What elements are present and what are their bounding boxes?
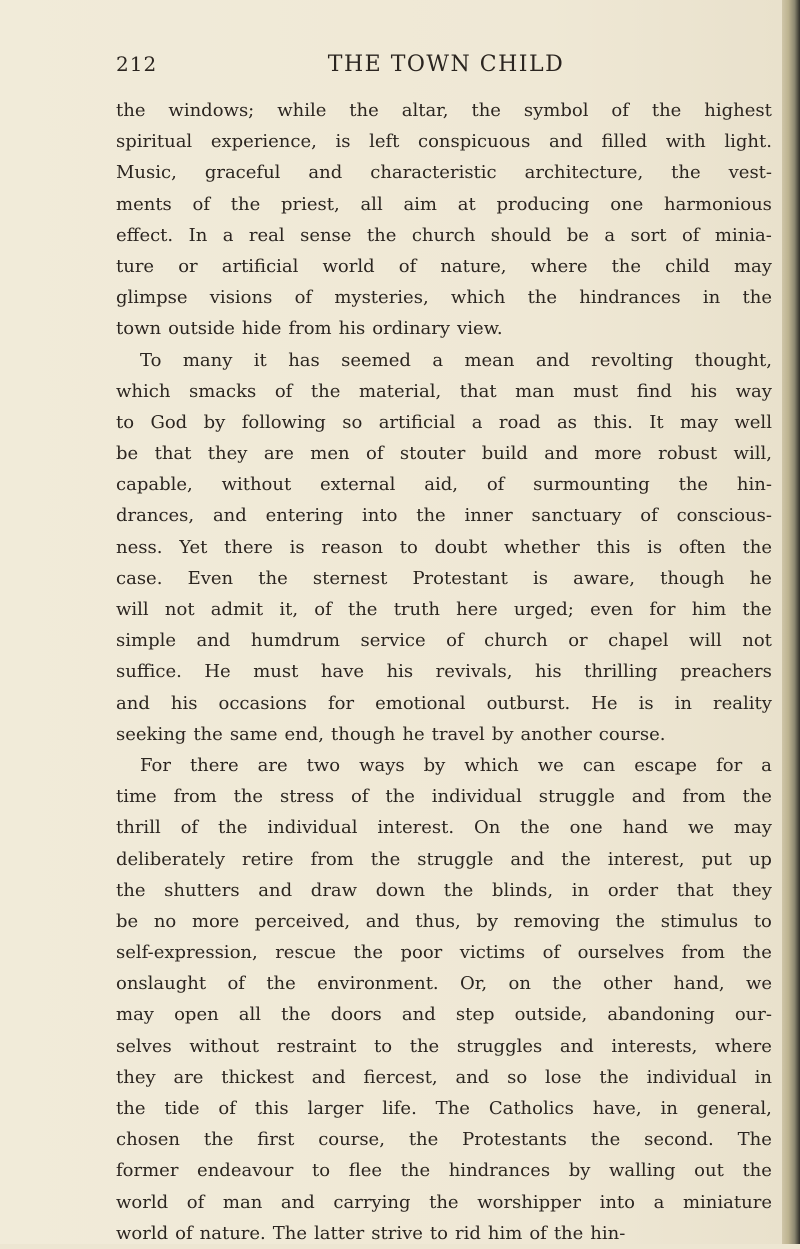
text-line: capable, without external aid, of surmounting the hin- (116, 474, 772, 496)
text-line: will not admit it, of the truth here urged; even for him the (116, 599, 772, 620)
text-line: self-expression, rescue the poor victims of ourselves from the (116, 942, 772, 964)
page-number: 212 (116, 52, 158, 76)
text-line: time from the stress of the individual struggle and from the (116, 786, 772, 808)
text-line: Music, graceful and characteristic architecture, the vest- (116, 162, 772, 184)
text-line: deliberately retire from the struggle and the interest, put up (116, 848, 772, 870)
text-line: and his occasions for emotional outburst. He is in reality (116, 692, 772, 714)
text-line: world of man and carrying the worshipper into a miniature (116, 1191, 772, 1213)
text-line: the tide of this larger life. The Catholics have, in general, (116, 1098, 772, 1119)
page-header (116, 52, 776, 84)
text-line: For there are two ways by which we can escape for a (140, 754, 772, 776)
text-line: glimpse visions of mysteries, which the hindrances in the (116, 287, 772, 309)
body-text (116, 95, 772, 1249)
text-line: chosen the first course, the Protestants the second. The (116, 1129, 772, 1151)
text-line: effect. In a real sense the church should be a sort of minia- (116, 224, 772, 246)
text-line: world of nature. The latter strive to rid him of the hin- (116, 1222, 626, 1244)
book-spine-edge (782, 0, 800, 1244)
text-line: town outside hide from his ordinary view. (116, 318, 503, 340)
text-line: simple and humdrum service of church or chapel will not (116, 630, 772, 652)
text-line: to God by following so artificial a road as this. It may well (116, 411, 772, 433)
text-line: be that they are men of stouter build and more robust will, (116, 443, 772, 465)
text-line: spiritual experience, is left conspicuous and filled with light. (116, 131, 772, 153)
text-line: they are thickest and fiercest, and so lose the individual in (116, 1066, 772, 1088)
text-line: ture or artificial world of nature, where the child may (116, 255, 772, 277)
text-line: ments of the priest, all aim at producing one harmonious (116, 193, 772, 215)
text-line: suffice. He must have his revivals, his thrilling preachers (116, 661, 772, 683)
text-line: may open all the doors and step outside, abandoning our- (116, 1004, 772, 1026)
text-line: drances, and entering into the inner sanctuary of conscious- (116, 505, 772, 527)
text-line: the shutters and draw down the blinds, in order that they (116, 879, 772, 901)
text-line: the windows; while the altar, the symbol of the highest (116, 100, 772, 121)
text-line: selves without restraint to the struggles and interests, where (116, 1035, 772, 1057)
text-line: onslaught of the environment. Or, on the other hand, we (116, 973, 772, 995)
text-line: former endeavour to flee the hindrances by walling out the (116, 1160, 772, 1182)
text-line: which smacks of the material, that man must find his way (116, 380, 772, 402)
text-line: seeking the same end, though he travel by another course. (116, 723, 666, 745)
text-line: To many it has seemed a mean and revolting thought, (140, 349, 772, 371)
text-line: ness. Yet there is reason to doubt whether this is often the (116, 536, 772, 558)
text-line: case. Even the sternest Protestant is aware, though he (116, 567, 772, 589)
text-line: thrill of the individual interest. On the one hand we may (116, 817, 772, 839)
text-line: be no more perceived, and thus, by removing the stimulus to (116, 910, 772, 932)
running-title: THE TOWN CHILD (327, 52, 565, 77)
